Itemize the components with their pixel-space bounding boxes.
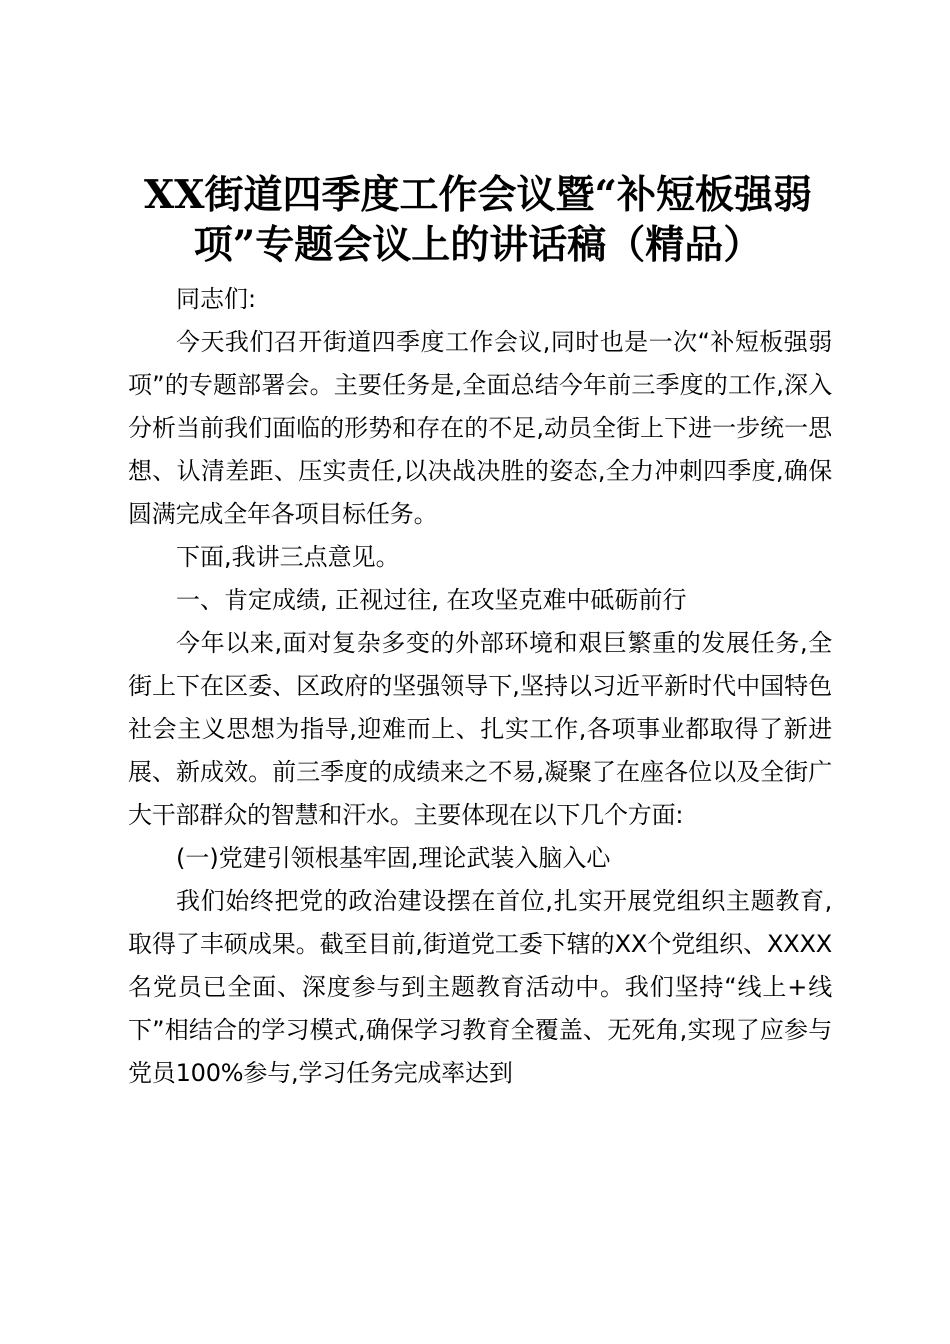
- subsection-heading-1: (一)党建引领根基牢固,理论武装入脑入心: [176, 844, 611, 872]
- document-title: XX街道四季度工作会议暨“补短板强弱项”专题会议上的讲话稿（精品）: [144, 172, 812, 268]
- section-heading-1: 一、肯定成绩, 正视过往, 在攻坚克难中砥砺前行: [176, 586, 687, 614]
- salutation: 同志们:: [176, 285, 257, 313]
- paragraph-transition: 下面,我讲三点意见。: [176, 543, 400, 571]
- document-body: [128, 278, 832, 1095]
- paragraph-intro: 今天我们召开街道四季度工作会议,同时也是一次“补短板强弱项”的专题部署会。主要任务是,全面总结今年前三季度的工作,深入分析当前我们面临的形势和存在的不足,动员全街上下进一步统一思想、认清差距、压实责任,以决战决胜的姿态,全力冲刺四季度,确保圆满完成全年各项目标任务。: [128, 328, 832, 528]
- paragraph-party-building: 我们始终把党的政治建设摆在首位,扎实开展党组织主题教育,取得了丰硕成果。截至目前,街道党工委下辖的XX个党组织、XXXX名党员已全面、深度参与到主题教育活动中。我们坚持“线上+线下”相结合的学习模式,确保学习教育全覆盖、无死角,实现了应参与党员100%参与,学习任务完成率达到: [128, 887, 832, 1087]
- paragraph-achievements: 今年以来,面对复杂多变的外部环境和艰巨繁重的发展任务,全街上下在区委、区政府的坚强领导下,坚持以习近平新时代中国特色社会主义思想为指导,迎难而上、扎实工作,各项事业都取得了新进展、新成效。前三季度的成绩来之不易,凝聚了在座各位以及全街广大干部群众的智慧和汗水。主要体现在以下几个方面:: [128, 629, 832, 829]
